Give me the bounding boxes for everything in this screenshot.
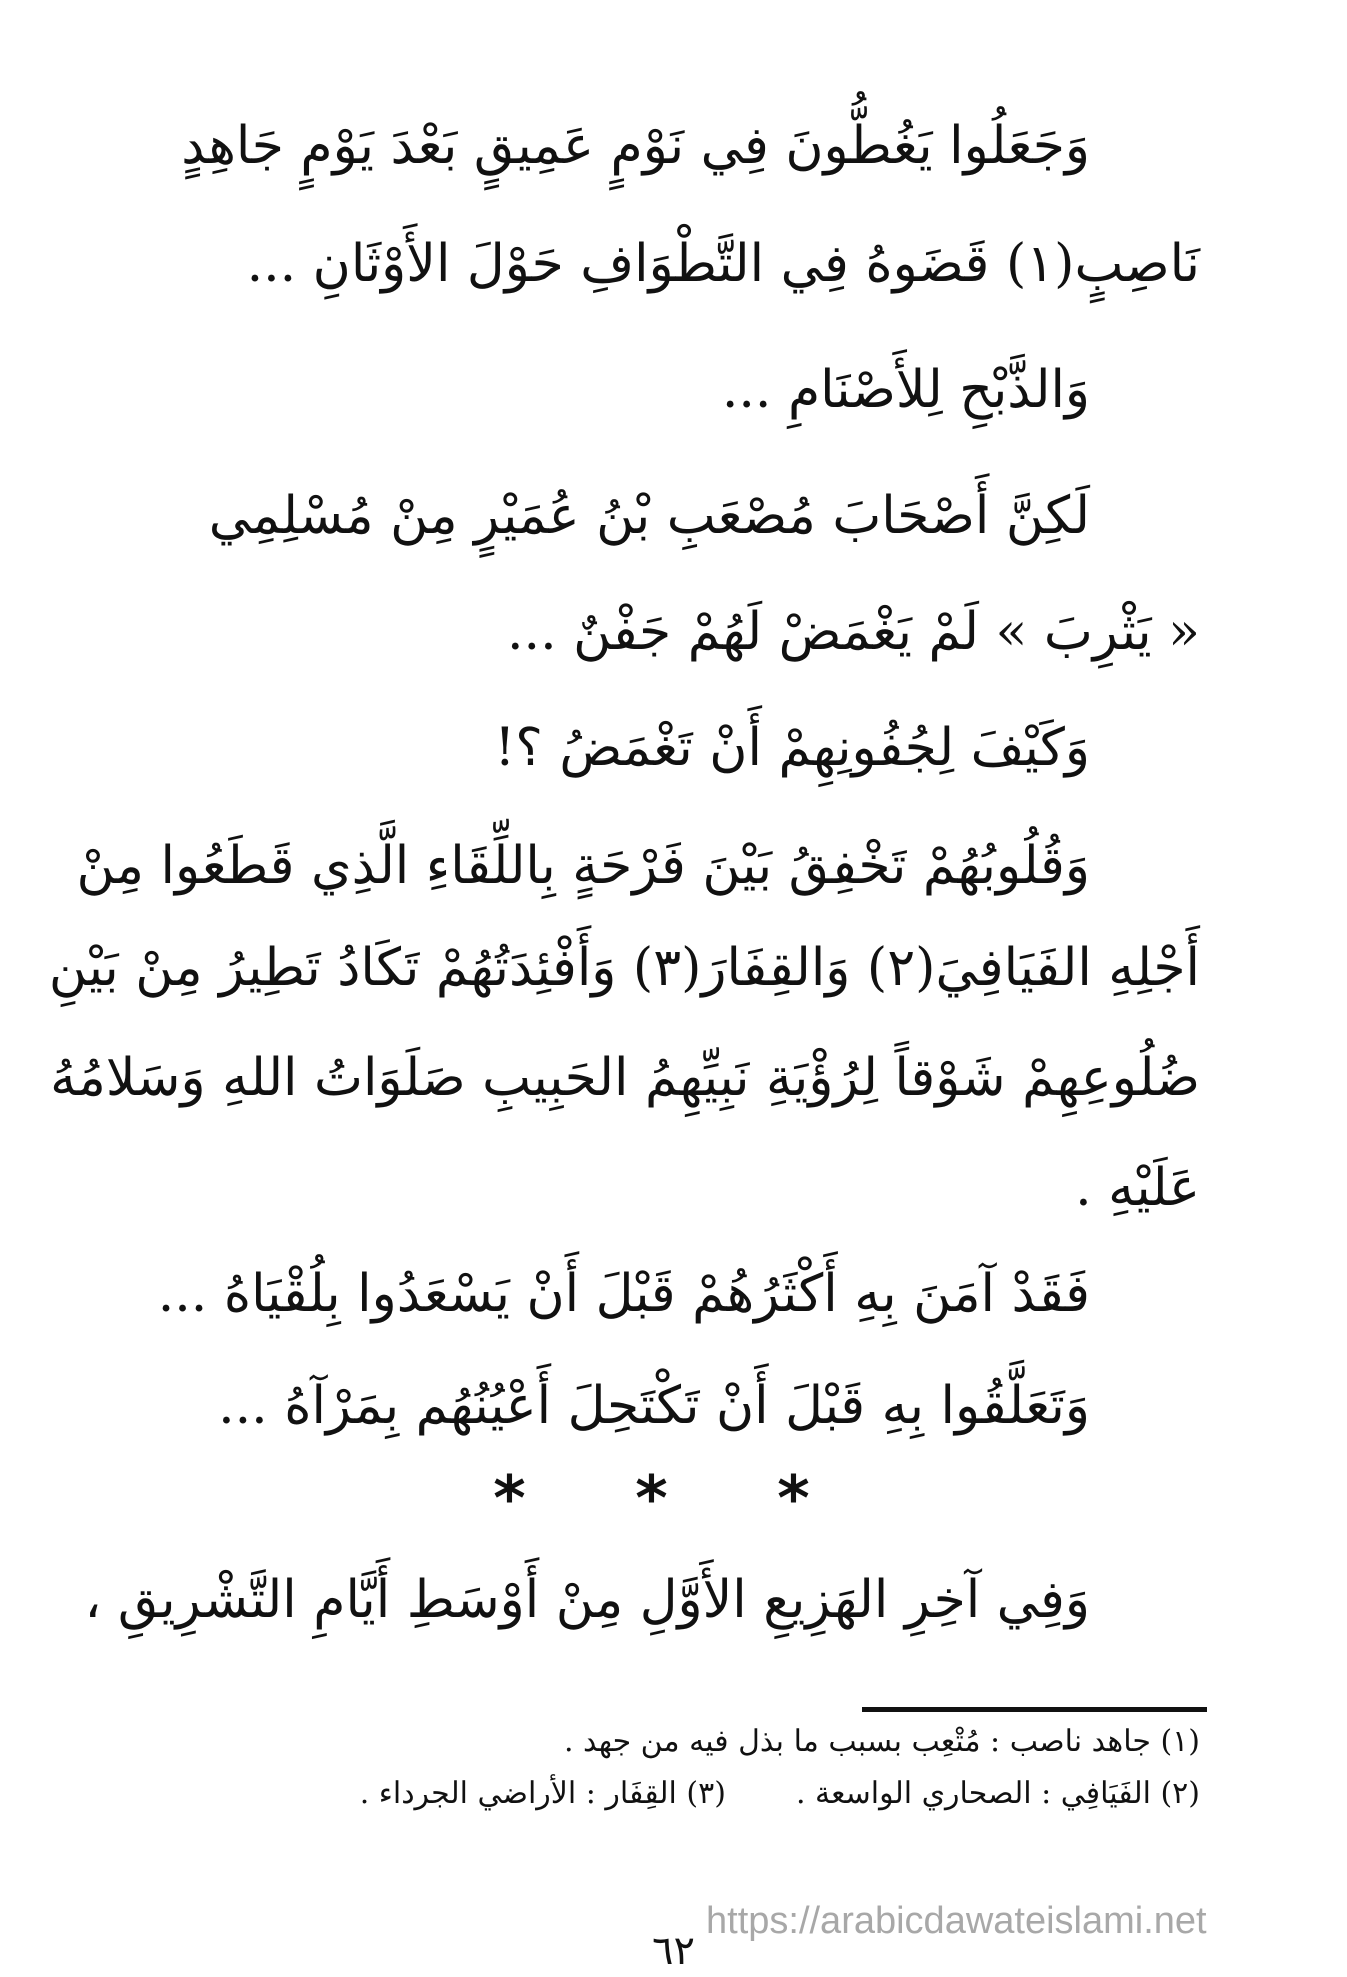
text-line-2: نَاصِبٍ(١) قَضَوهُ فِي التَّطْوَافِ حَوْلَ الأَوْثَانِ ...	[246, 234, 1200, 294]
footnote-2: (٢) الفَيَافِي : الصحاري الواسعة .	[795, 1776, 1200, 1811]
text-line-13: وَفِي آخِرِ الهَزِيعِ الأَوَّلِ مِنْ أَوْسَطِ أَيَّامِ التَّشْرِيقِ ،	[84, 1570, 1090, 1630]
text-line-1: وَجَعَلُوا يَغُطُّونَ فِي نَوْمٍ عَمِيقٍ بَعْدَ يَوْمٍ جَاهِدٍ	[181, 116, 1090, 176]
text-line-8: أَجْلِهِ الفَيَافِيَ(٢) وَالقِفَارَ(٣) وَأَفْئِدَتُهُمْ تَكَادُ تَطِيرُ مِنْ بَيْنِ	[48, 938, 1200, 998]
footnote-divider	[862, 1707, 1207, 1712]
text-line-5: « يَثْرِبَ » لَمْ يَغْمَضْ لَهُمْ جَفْنٌ ...	[507, 602, 1200, 662]
text-line-10: عَلَيْهِ .	[1075, 1158, 1200, 1218]
section-separator: * * *	[493, 1462, 854, 1535]
text-line-11: فَقَدْ آمَنَ بِهِ أَكْثَرُهُمْ قَبْلَ أَنْ يَسْعَدُوا بِلُقْيَاهُ ...	[157, 1264, 1090, 1324]
text-line-6: وَكَيْفَ لِجُفُونِهِمْ أَنْ تَغْمَضُ ؟!	[494, 718, 1090, 778]
footnote-3: (٣) القِفَار : الأراضي الجرداء .	[359, 1776, 726, 1811]
text-line-4: لَكِنَّ أَصْحَابَ مُصْعَبِ بْنُ عُمَيْرٍ مِنْ مُسْلِمِي	[208, 486, 1090, 546]
text-line-3: وَالذَّبْحِ لِلأَصْنَامِ ...	[721, 360, 1090, 420]
footnote-1: (١) جاهد ناصب : مُتْعِب بسبب ما بذل فيه من جهد .	[563, 1724, 1200, 1759]
footnote-row-2	[160, 1776, 1200, 1812]
watermark-url: https://arabicdawateislami.net	[706, 1900, 1207, 1942]
page-number: ٦٢	[652, 1928, 695, 1974]
text-line-12: وَتَعَلَّقُوا بِهِ قَبْلَ أَنْ تَكْتَحِلَ أَعْيُنُهُم بِمَرْآهُ ...	[218, 1376, 1090, 1436]
text-line-7: وَقُلُوبُهُمْ تَخْفِقُ بَيْنَ فَرْحَةٍ بِاللِّقَاءِ الَّذِي قَطَعُوا مِنْ	[76, 836, 1090, 896]
text-line-9: ضُلُوعِهِمْ شَوْقاً لِرُؤْيَةِ نَبِيِّهِمُ الحَبِيبِ صَلَوَاتُ اللهِ وَسَلامُهُ	[50, 1048, 1200, 1108]
